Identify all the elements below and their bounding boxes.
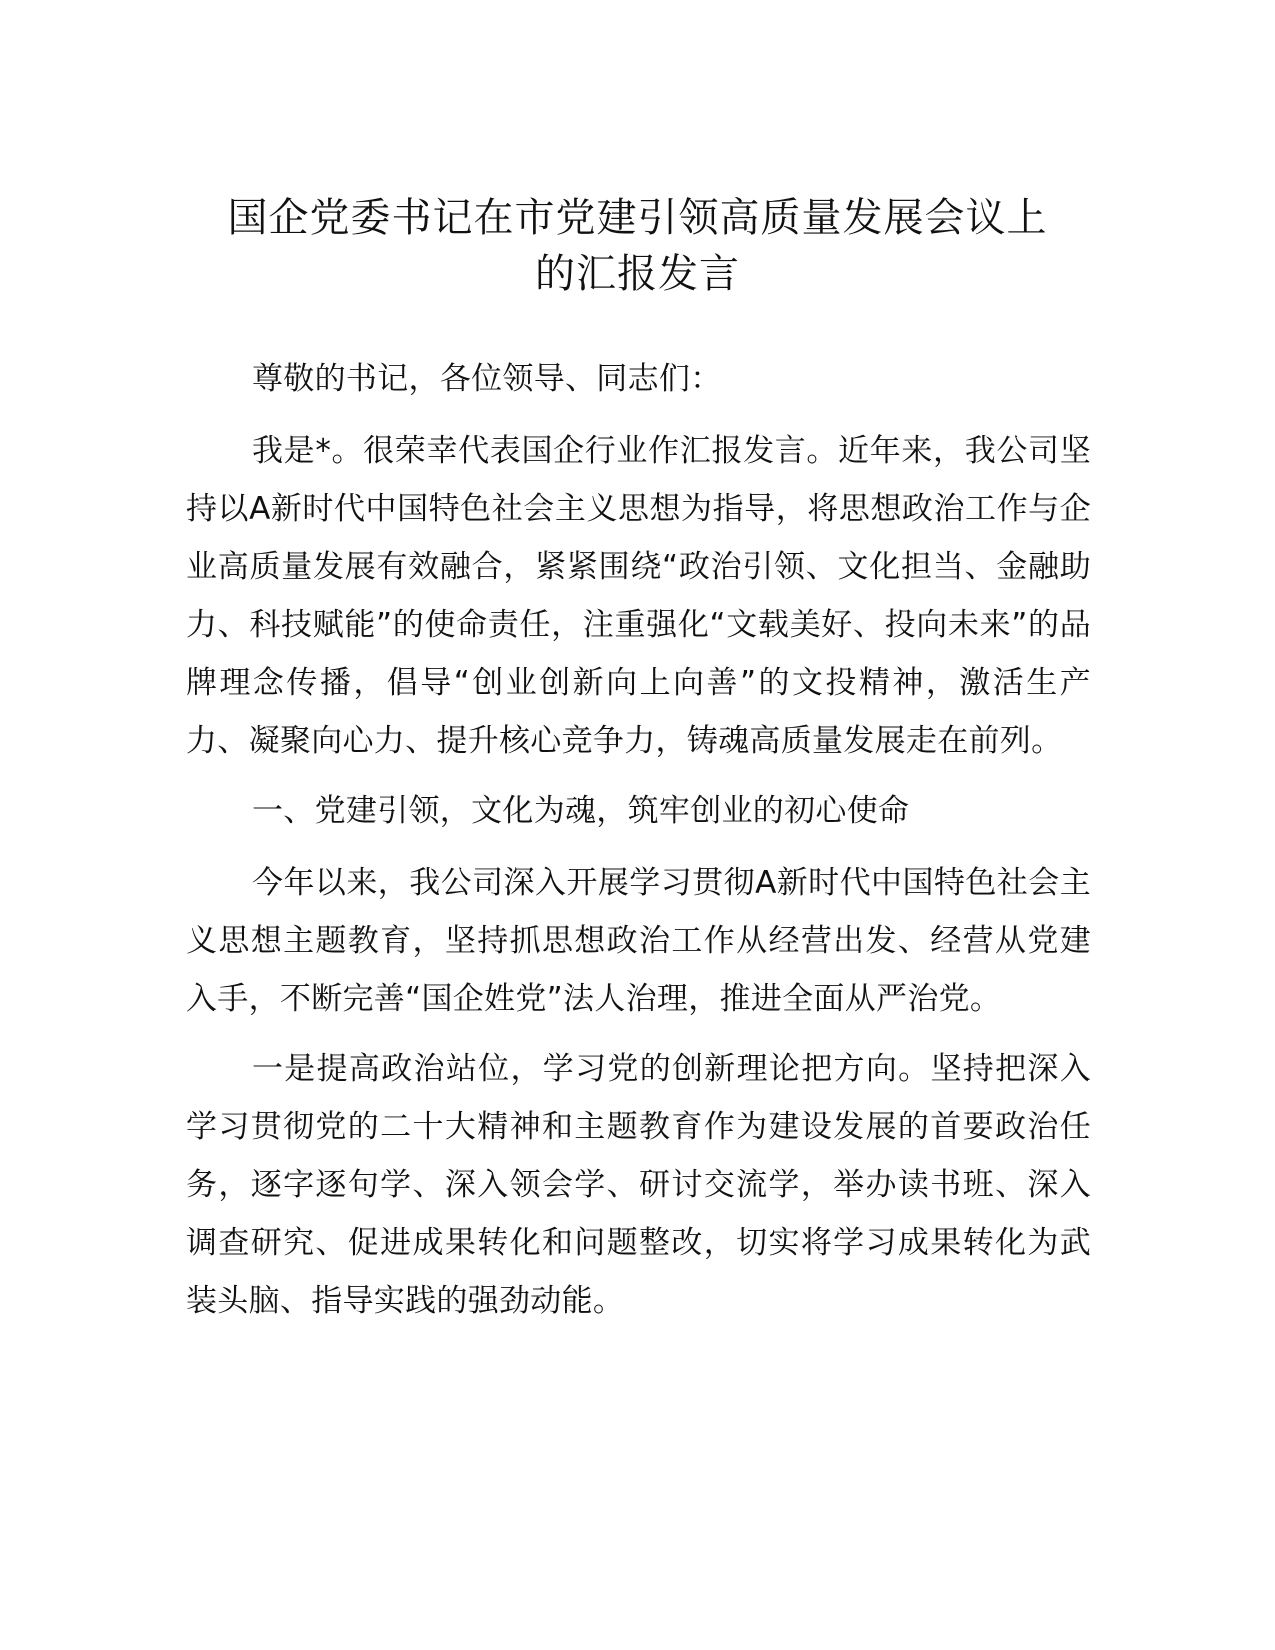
- title-line-1: 国企党委书记在市党建引领高质量发展会议上: [227, 195, 1048, 241]
- point-paragraph: 一是提高政治站位，学习党的创新理论把方向。坚持把深入学习贯彻党的二十大精神和主题教育作为建设发展的首要政治任务，逐字逐句学、深入领会学、研讨交流学，举办读书班、深入调查研究、促进成果转化和问题整改，切实将学习成果转化为武装头脑、指导实践的强劲动能。: [186, 1051, 1091, 1319]
- section-paragraph: 今年以来，我公司深入开展学习贯彻A新时代中国特色社会主义思想主题教育，坚持抓思想政治工作从经营出发、经营从党建入手，不断完善“国企姓党”法人治理，推进全面从严治党。: [186, 865, 1091, 1017]
- document-title: [150, 190, 1125, 302]
- section-heading: 一、党建引领，文化为魂，筑牢创业的初心使命: [252, 793, 910, 829]
- title-line-2: 的汇报发言: [535, 251, 740, 297]
- intro-paragraph: 我是*。很荣幸代表国企行业作汇报发言。近年来，我公司坚持以A新时代中国特色社会主义思想为指导，将思想政治工作与企业高质量发展有效融合，紧紧围绕“政治引领、文化担当、金融助力、科技赋能”的使命责任，注重强化“文载美好、投向未来”的品牌理念传播，倡导“创业创新向上向善”的文投精神，激活生产力、凝聚向心力、提升核心竞争力，铸魂高质量发展走在前列。: [186, 433, 1091, 759]
- document-body: [186, 350, 1091, 1342]
- salutation: 尊敬的书记，各位领导、同志们：: [252, 361, 722, 397]
